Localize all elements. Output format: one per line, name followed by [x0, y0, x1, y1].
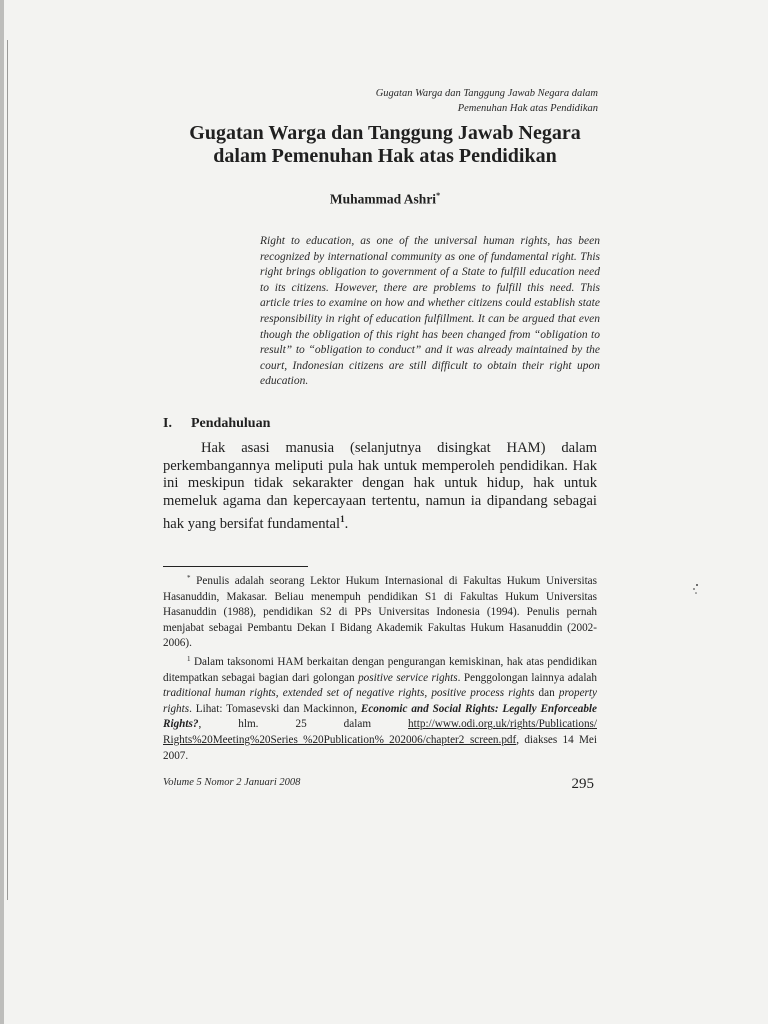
footnote-1-text-3: dan	[534, 687, 559, 700]
paper-title-line-1: Gugatan Warga dan Tanggung Jawab Negara	[189, 122, 581, 144]
footnote-1-text-1: Dalam taksonomi HAM berkaitan dengan pengurangan kemiskinan, hak atas pendidikan ditempatkan sebagai bagian dari golongan	[163, 656, 597, 684]
body-paragraph-end: .	[344, 515, 349, 532]
paper-title-line-2: dalam Pemenuhan Hak atas Pendidikan	[213, 145, 557, 167]
running-head-line-1: Gugatan Warga dan Tanggung Jawab Negara dalam	[375, 88, 598, 99]
abstract: Right to education, as one of the universal human rights, has been recognized by international community as one of fundamental right. This right brings obligation to government of a State to fulfill education need to its citizens. However, there are problems to fulfill this need. This article tries to examine on how and whether citizens could establish state responsibility in right of education fulfillment. It can be argued that even though the obligation of this right has been changed from “obligation to result” to “obligation to conduct” and it was already maintained by the court, Indonesian citizens are still difficult to obtain their right upon education.	[260, 235, 600, 388]
author-footnote-marker: *	[436, 191, 441, 200]
section-heading	[163, 416, 270, 432]
footnote-1-italic-3: property rights	[163, 687, 597, 715]
running-head	[300, 86, 598, 116]
footnote-author-marker: *	[187, 574, 191, 582]
footnote-1	[163, 655, 597, 764]
body-footnote-ref: 1	[340, 513, 345, 524]
footnote-1-text-5: , hlm. 25 dalam	[198, 718, 409, 731]
scan-edge-line	[7, 40, 8, 900]
footnote-1-text-4: . Lihat: Tomasevski dan Mackinnon,	[189, 702, 361, 715]
scan-speck-mark	[691, 583, 701, 595]
footnote-rule	[163, 566, 308, 567]
section-title: Pendahuluan	[191, 416, 271, 431]
footnote-1-link[interactable]: http://www.odi.org.uk/rights/Publications/ Rights%20Meeting%20Series %20Publication% 202006/chapter2_screen.pdf	[163, 718, 597, 746]
footnote-author-text: Penulis adalah seorang Lektor Hukum Internasional di Fakultas Hukum Universitas Hasanuddin, Makasar. Beliau menempuh pendidikan S1 di Fakultas Hukum Universitas Hasanuddin (1988), pendidikan S2 di PPs Universitas Indonesia (1994). Penulis pernah menjabat sebagai Pembantu Dekan I Bidang Akademik Fakultas Hukum Hasanuddin (2002-2006).	[163, 575, 597, 650]
footnote-1-italic-1: positive service rights	[358, 671, 458, 684]
section-number: I.	[163, 416, 172, 431]
footnote-1-text-2: . Penggolongan lainnya adalah	[457, 671, 597, 684]
body-paragraph-text: Hak asasi manusia (selanjutnya disingkat HAM) dalam perkembangannya meliputi pula hak untuk memperoleh pendidikan. Hak ini meskipun tidak sekarakter dengan hak untuk hidup, hak untuk memeluk agama dan kepercayaan tertentu, namun ia dipandang sebagai hak yang bersifat fundamental	[163, 440, 597, 532]
author-name: Muhammad Ashri	[329, 191, 437, 207]
footnote-author	[163, 574, 597, 652]
footer-volume: Volume 5 Nomor 2 Januari 2008	[163, 777, 301, 788]
footnote-1-cited-title: Economic and Social Rights: Legally Enforceable Rights?	[163, 702, 597, 731]
footnote-1-marker: 1	[187, 655, 191, 663]
running-head-line-2: Pemenuhan Hak atas Pendidikan	[457, 103, 598, 114]
body-paragraph	[163, 440, 597, 533]
footnote-1-italic-2: traditional human rights, extended set of negative rights, positive process rights	[163, 687, 535, 700]
author-line	[250, 191, 520, 208]
paper-title	[120, 122, 650, 168]
page-number: 295	[571, 776, 594, 792]
footnote-1-text-6: , diakses 14 Mei 2007.	[163, 733, 597, 762]
scan-left-edge	[0, 0, 4, 1024]
